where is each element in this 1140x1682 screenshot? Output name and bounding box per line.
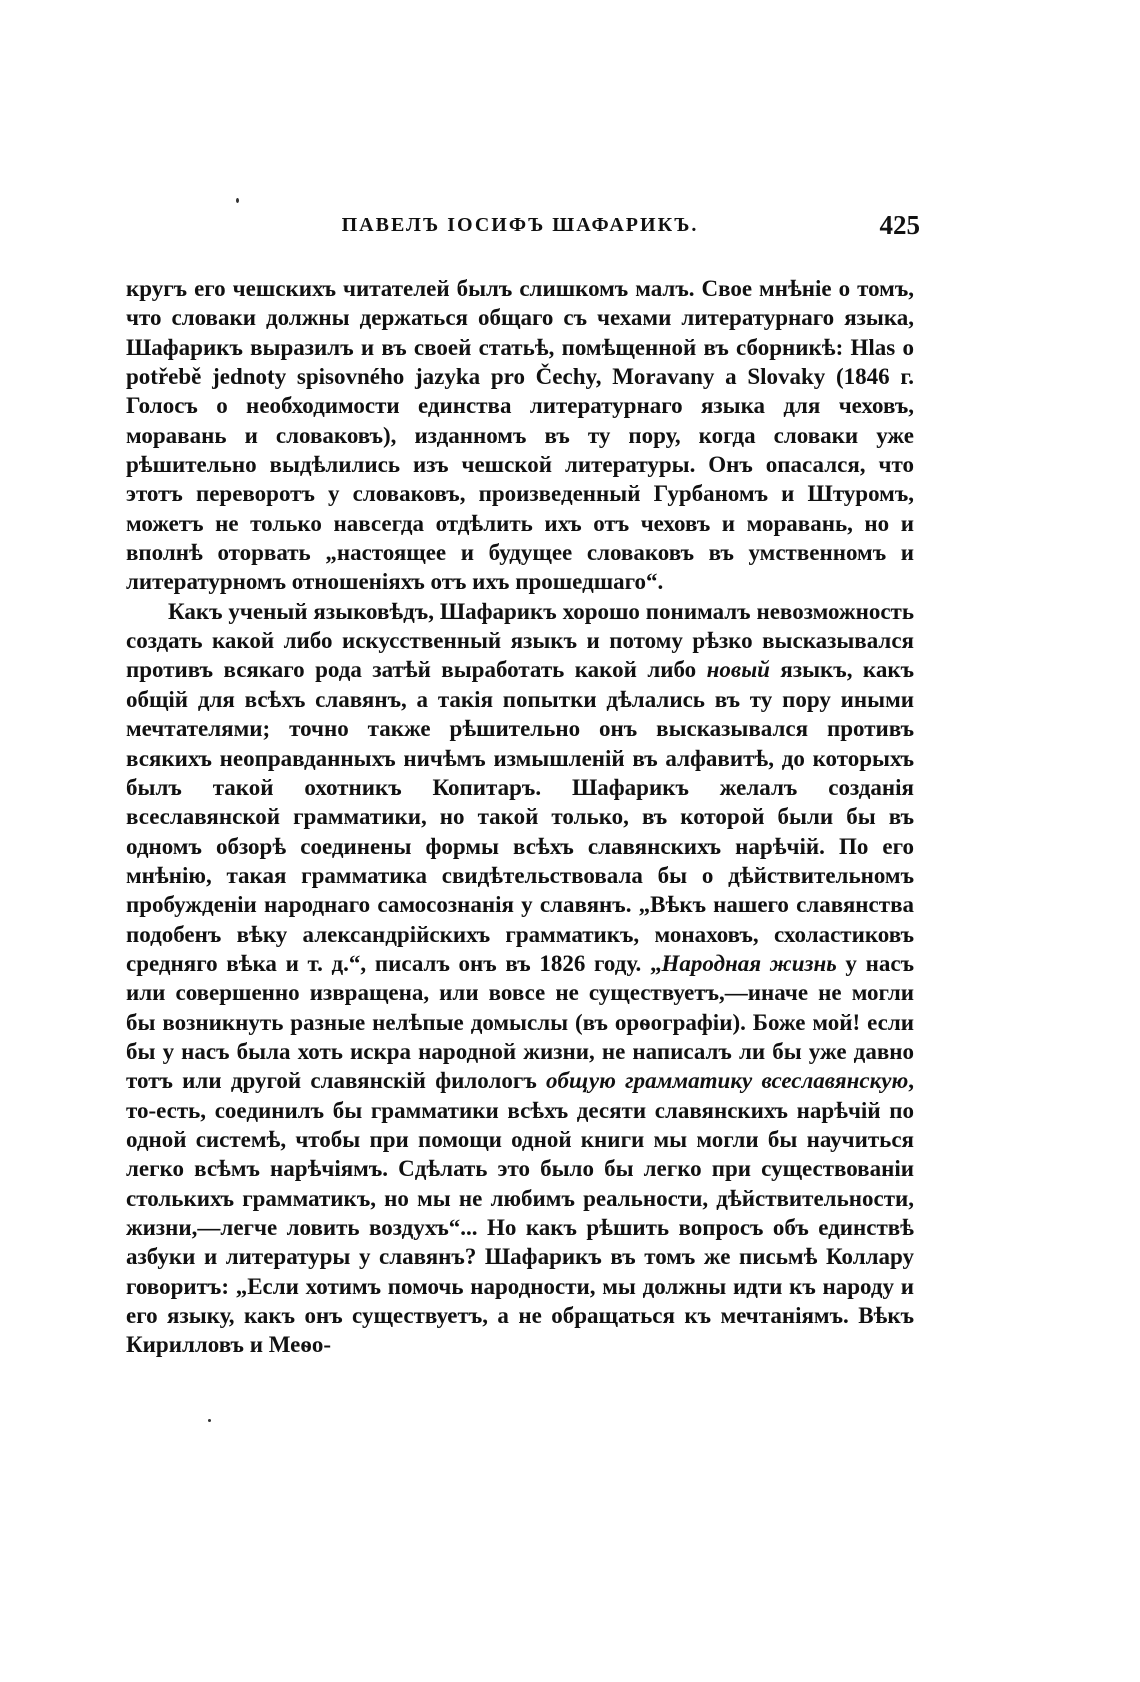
text-run: , то-есть, соединилъ бы грамматики всѣхъ десяти славянскихъ нарѣчій по одной системѣ, чтобы при помощи одной книги мы могли бы научиться легко всѣмъ нарѣчіямъ. Сдѣлать это было бы легко при существованіи столькихъ грамматикъ, но мы не любимъ реальности, дѣйствительности, жизни,—легче ловить воздухъ“... Но какъ рѣшить вопросъ объ единствѣ азбуки и литературы у славянъ? Шафарикъ въ томъ же письмѣ Коллару говоритъ: „Если хотимъ помочь народности, мы должны идти къ народу и его языку, какъ онъ существуетъ, а не обращаться къ мечтаніямъ. Вѣкъ Кирилловъ и Меѳо- bbox=[126, 1068, 914, 1358]
italic-phrase: общую грамматику всеславянскую bbox=[546, 1068, 909, 1094]
text-run: у насъ или совершенно извращена, или вовсе не существуетъ,—иначе не могли бы возникнуть разные нелѣпые домыслы (въ орѳографіи). Боже мой! если бы у насъ была хоть искра народной жизни, не написалъ ли бы уже давно тотъ или другой славянскій филологъ bbox=[126, 950, 914, 1094]
text-run: Какъ ученый языковѣдъ, Шафарикъ хорошо понималъ невозможность создать какой либо искусственный языкъ и потому рѣзко высказывался противъ всякаго рода затѣй выработать какой либо bbox=[126, 598, 914, 683]
running-title: ПАВЕЛЪ ІОСИФЪ ШАФАРИКЪ. bbox=[341, 214, 699, 236]
ink-speck bbox=[208, 1419, 211, 1422]
body-text bbox=[126, 274, 914, 1360]
ink-speck bbox=[236, 198, 239, 203]
italic-phrase: новый bbox=[706, 657, 770, 683]
paragraph bbox=[126, 597, 914, 1360]
paragraph bbox=[126, 274, 914, 597]
page-header bbox=[120, 210, 920, 250]
page-number: 425 bbox=[879, 210, 920, 240]
text-run: языкъ, какъ общій для всѣхъ славянъ, а такія попытки дѣлались въ ту пору иными мечтателями; точно также рѣшительно онъ высказывался противъ всякихъ неоправданныхъ ничѣмъ измышленій въ алфавитѣ, до которыхъ былъ такой охотникъ Копитаръ. Шафарикъ желалъ созданія всеславянской грамматики, но такой только, въ которой были бы въ одномъ обзорѣ соединены формы всѣхъ славянскихъ нарѣчій. По его мнѣнію, такая грамматика свидѣтельствовала бы о дѣйствительномъ пробужденіи народнаго самосознанія у славянъ. „Вѣкъ нашего славянства подобенъ вѣку александрійскихъ грамматикъ, монаховъ, схоластиковъ средняго вѣка и т. д.“, писалъ онъ въ 1826 году. „ bbox=[126, 657, 914, 976]
text-run: кругъ его чешскихъ читателей былъ слишкомъ малъ. Свое мнѣніе о томъ, что словаки должны держаться общаго съ чехами литературнаго языка, Шафарикъ выразилъ и въ своей статьѣ, помѣщенной въ сборникѣ: Hlas o potřebě jednoty spisovného jazyka pro Čechy, Moravany a Slovaky (1846 г. Голосъ о необходимости единства литературнаго языка для чеховъ, моравань и словаковъ), изданномъ въ ту пору, когда словаки уже рѣшительно выдѣлились изъ чешской литературы. Онъ опасался, что этотъ переворотъ у словаковъ, произведенный Гурбаномъ и Штуромъ, можетъ не только навсегда отдѣлить ихъ отъ чеховъ и моравань, но и вполнѣ оторвать „настоящее и будущее словаковъ въ умственномъ и литературномъ отношеніяхъ отъ ихъ прошедшаго“. bbox=[126, 276, 914, 595]
italic-phrase: Народная жизнь bbox=[661, 950, 837, 976]
